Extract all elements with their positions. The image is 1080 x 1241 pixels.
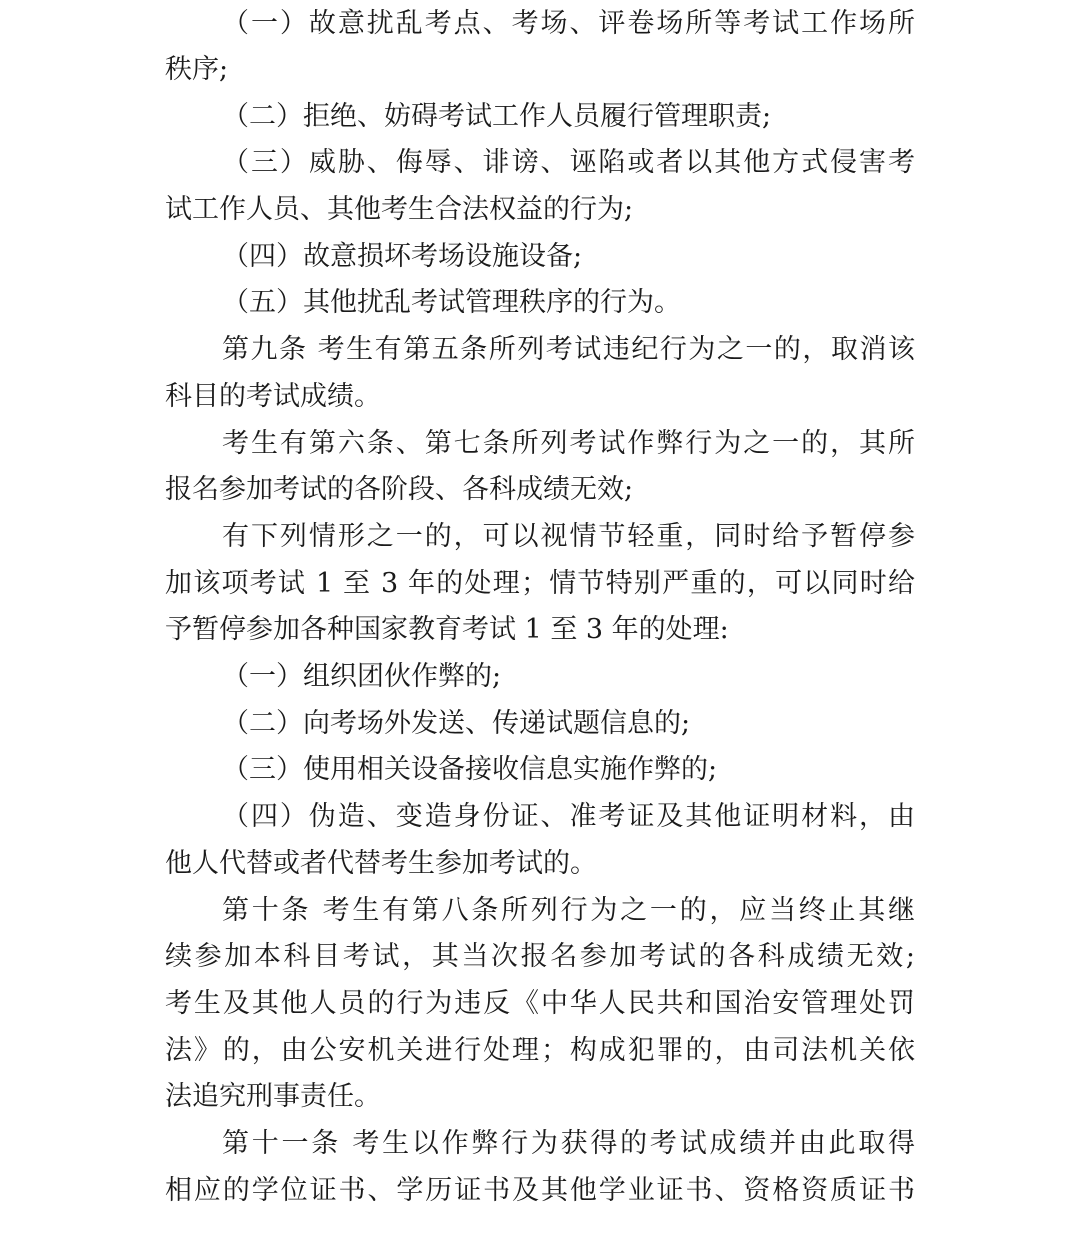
text-line: 报名参加考试的各阶段、各科成绩无效; (165, 474, 634, 505)
text-line: 有下列情形之一的，可以视情节轻重，同时给予暂停参 (222, 521, 915, 552)
text-line: （四）故意损坏考场设施设备; (222, 241, 583, 272)
text-line: 考生有第六条、第七条所列考试作弊行为之一的，其所 (222, 428, 915, 459)
text-line: （一）故意扰乱考点、考场、评卷场所等考试工作场所 (222, 8, 915, 39)
text-line: 科目的考试成绩。 (165, 381, 381, 412)
text-line: 考生及其他人员的行为违反《中华人民共和国治安管理处罚 (165, 988, 915, 1019)
text-line: 法追究刑事责任。 (165, 1081, 381, 1112)
text-line: 续参加本科目考试，其当次报名参加考试的各科成绩无效; (165, 941, 915, 972)
text-line: 第九条 考生有第五条所列考试违纪行为之一的，取消该 (222, 334, 915, 365)
text-line: 第十一条 考生以作弊行为获得的考试成绩并由此取得 (222, 1128, 915, 1159)
text-line: 予暂停参加各种国家教育考试 1 至 3 年的处理: (165, 614, 729, 645)
text-line: 第十条 考生有第八条所列行为之一的，应当终止其继 (222, 895, 915, 926)
text-line: （二）拒绝、妨碍考试工作人员履行管理职责; (222, 101, 772, 132)
text-line: （四）伪造、变造身份证、准考证及其他证明材料，由 (222, 801, 915, 832)
text-line: （三）使用相关设备接收信息实施作弊的; (222, 754, 718, 785)
text-line: 秩序; (165, 54, 229, 85)
text-line: （一）组织团伙作弊的; (222, 661, 502, 692)
text-line: （三）威胁、侮辱、诽谤、诬陷或者以其他方式侵害考 (222, 147, 915, 178)
text-line: 他人代替或者代替考生参加考试的。 (165, 848, 597, 879)
text-line: 法》的，由公安机关进行处理；构成犯罪的，由司法机关依 (165, 1035, 915, 1066)
text-line: 相应的学位证书、学历证书及其他学业证书、资格资质证书 (165, 1175, 915, 1206)
text-line: （二）向考场外发送、传递试题信息的; (222, 708, 691, 739)
text-line: 加该项考试 1 至 3 年的处理；情节特别严重的，可以同时给 (165, 568, 915, 599)
text-line: （五）其他扰乱考试管理秩序的行为。 (222, 287, 681, 318)
text-line: 试工作人员、其他考生合法权益的行为; (165, 194, 634, 225)
